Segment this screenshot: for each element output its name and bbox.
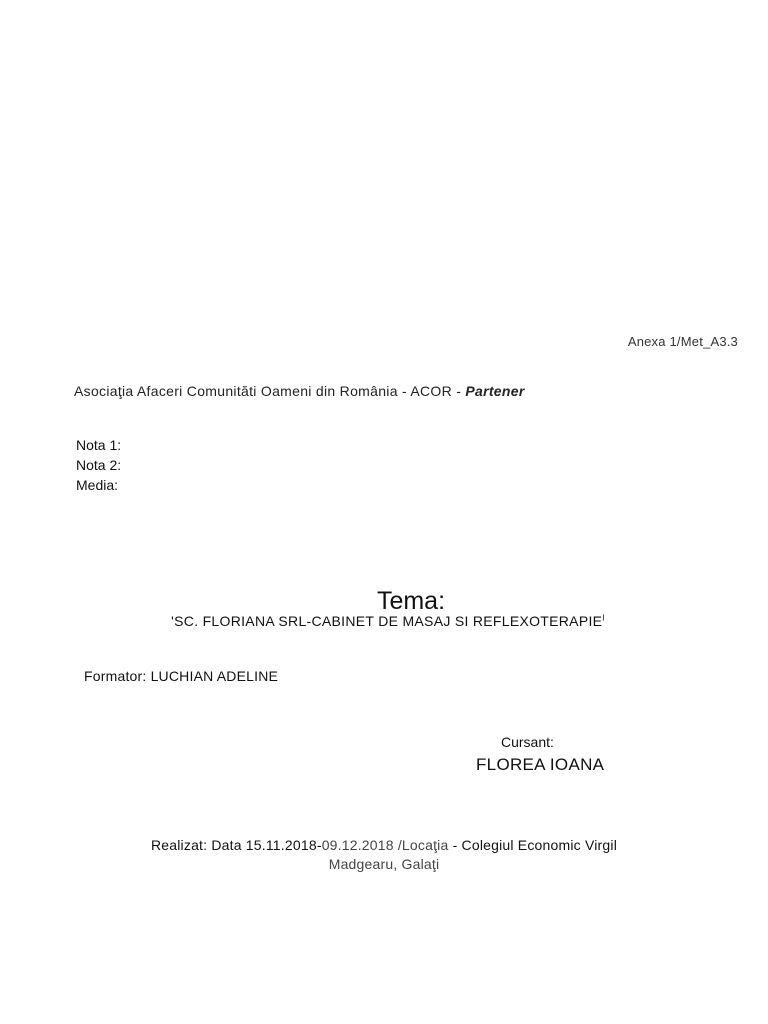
realization-location: - Colegiul Economic Virgil xyxy=(448,837,618,853)
organization-line xyxy=(74,383,525,399)
grade-nota-2: Nota 2: xyxy=(76,457,122,473)
trainer-line: Formator: LUCHIAN ADELINE xyxy=(84,668,279,684)
organization-name: Asociaţia Afaceri Comunităti Oameni din România - ACOR - xyxy=(74,383,466,399)
organization-role: Partener xyxy=(465,383,525,399)
annex-reference: Anexa 1/Met_A3.3 xyxy=(627,334,738,349)
student-label: Cursant: xyxy=(501,734,554,750)
realization-prefix: Realizat: Data 15.11.2018- xyxy=(150,837,322,853)
theme-label: Tema: xyxy=(376,587,446,615)
footnote-mark: I xyxy=(602,613,605,623)
theme-title xyxy=(0,613,768,629)
student-name: FLOREA IOANA xyxy=(476,755,605,774)
theme-title-text: 'SC. FLORIANA SRL-CABINET DE MASAJ SI REFLEXOTERAPIE xyxy=(171,613,603,629)
realization-location-cont: Madgearu, Galaţi xyxy=(328,856,440,872)
grade-media: Media: xyxy=(76,477,119,493)
grade-nota-1: Nota 1: xyxy=(76,437,122,453)
realization-end-date: 09.12.2018 /Locaţia xyxy=(321,837,449,853)
realization-info xyxy=(0,836,768,874)
